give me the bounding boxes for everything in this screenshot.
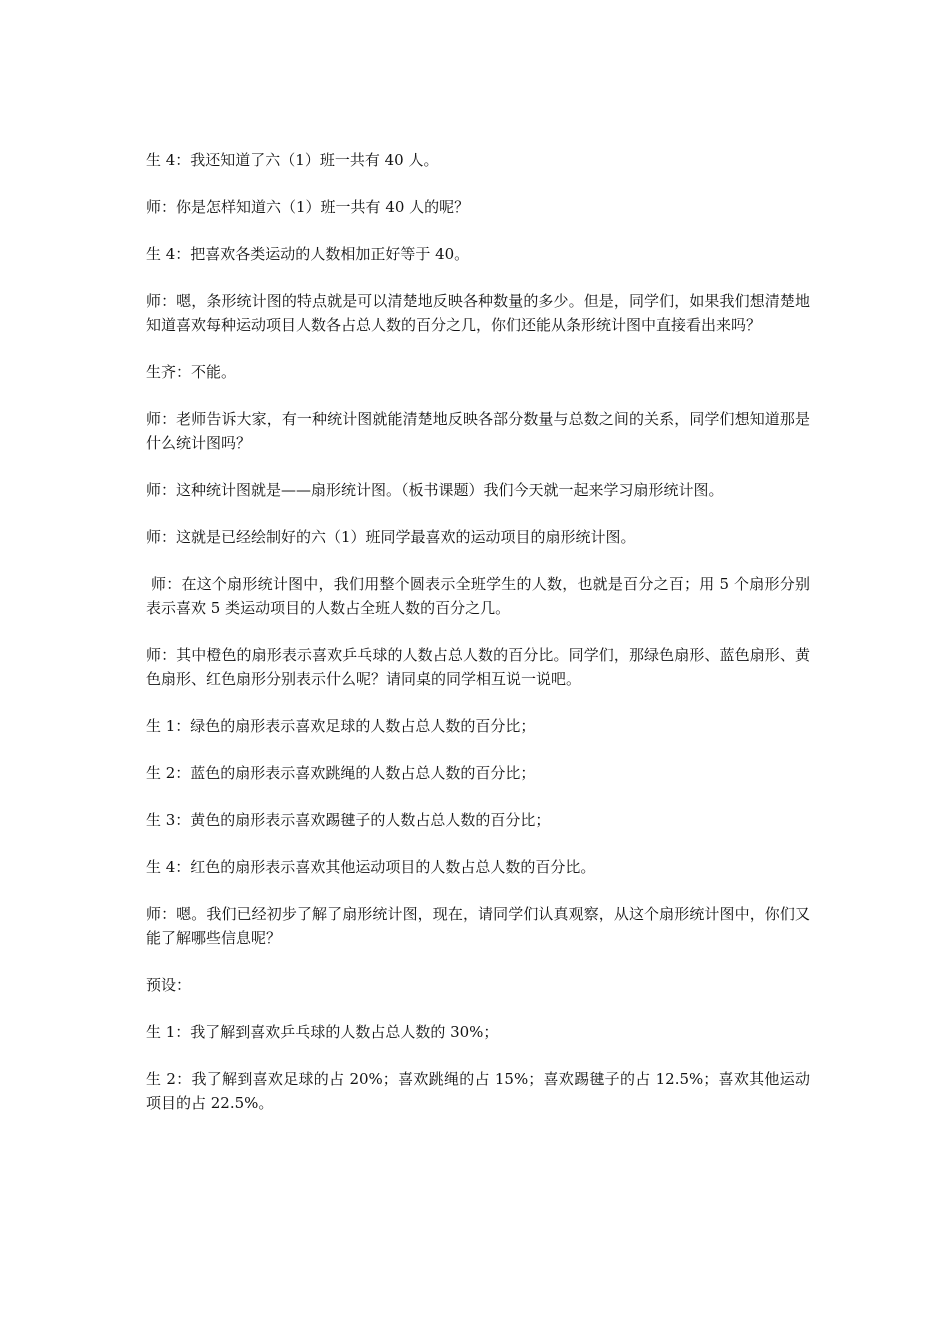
paragraph: 师：这种统计图就是——扇形统计图。（板书课题）我们今天就一起来学习扇形统计图。 [146, 481, 724, 499]
paragraph: 师：嗯。我们已经初步了解了扇形统计图，现在，请同学们认真观察，从这个扇形统计图中，你们又能了解哪些信息呢？ [146, 905, 810, 947]
paragraph: 生 4：红色的扇形表示喜欢其他运动项目的人数占总人数的百分比。 [146, 858, 596, 876]
paragraph: 师：在这个扇形统计图中，我们用整个圆表示全班学生的人数，也就是百分之百；用 5 个扇形分别表示喜欢 5 类运动项目的人数占全班人数的百分之几。 [146, 575, 810, 617]
paragraph: 生 1：绿色的扇形表示喜欢足球的人数占总人数的百分比； [146, 717, 536, 735]
paragraph: 师：这就是已经绘制好的六（1）班同学最喜欢的运动项目的扇形统计图。 [146, 528, 636, 546]
paragraph: 师：老师告诉大家，有一种统计图就能清楚地反映各部分数量与总数之间的关系，同学们想知道那是什么统计图吗？ [146, 410, 810, 452]
paragraph: 生 1：我了解到喜欢乒乓球的人数占总人数的 30%； [146, 1023, 499, 1041]
paragraph: 生 4：我还知道了六（1）班一共有 40 人。 [146, 151, 439, 169]
paragraph: 生 3：黄色的扇形表示喜欢踢毽子的人数占总人数的百分比； [146, 811, 551, 829]
paragraph: 生 4：把喜欢各类运动的人数相加正好等于 40。 [146, 245, 470, 263]
paragraph: 师：其中橙色的扇形表示喜欢乒乓球的人数占总人数的百分比。同学们，那绿色扇形、蓝色扇形、黄色扇形、红色扇形分别表示什么呢？请同桌的同学相互说一说吧。 [146, 646, 810, 688]
paragraph: 师：嗯，条形统计图的特点就是可以清楚地反映各种数量的多少。但是，同学们，如果我们想清楚地知道喜欢每种运动项目人数各占总人数的百分之几，你们还能从条形统计图中直接看出来吗？ [146, 292, 810, 334]
paragraph: 生 2：我了解到喜欢足球的占 20%；喜欢跳绳的占 15%；喜欢踢毽子的占 12.5%；喜欢其他运动项目的占 22.5%。 [146, 1070, 810, 1112]
paragraph: 师：你是怎样知道六（1）班一共有 40 人的呢？ [146, 198, 470, 216]
paragraph: 预设： [146, 976, 192, 994]
document-body [146, 148, 810, 1138]
paragraph: 生 2：蓝色的扇形表示喜欢跳绳的人数占总人数的百分比； [146, 764, 536, 782]
paragraph: 生齐：不能。 [146, 363, 237, 381]
